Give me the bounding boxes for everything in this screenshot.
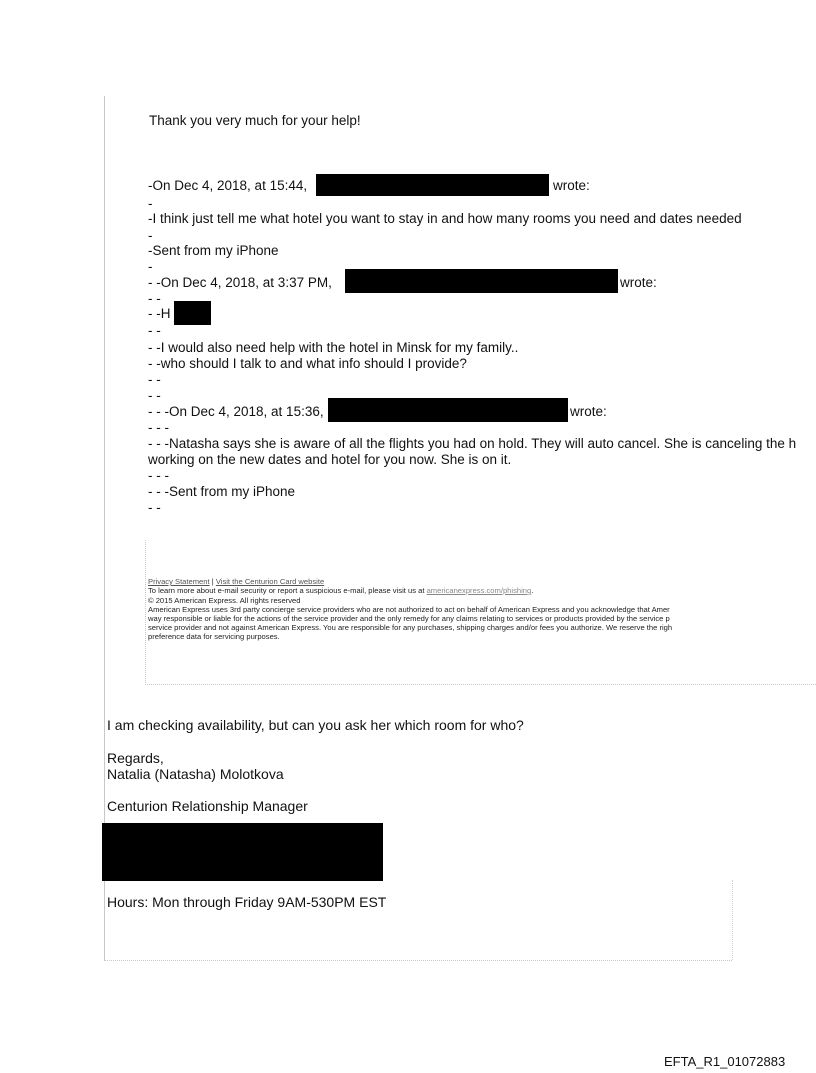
reply-regards: Regards,: [107, 750, 164, 766]
learn-more-text: To learn more about e-mail security or report a suspicious e-mail, please visit us at: [148, 586, 427, 595]
footer-disclaimer-3: service provider and not against American Express. You are responsible for any purchases, shipping charges and/or fees you authorize. We reserve the righ: [148, 623, 673, 632]
quote-dash-2: -: [148, 228, 153, 243]
signature-right-border: [732, 880, 733, 960]
quote-line-hotel: -I think just tell me what hotel you want to stay in and how many rooms you need and dates needed: [148, 211, 742, 226]
quote-line-who: - -who should I talk to and what info should I provide?: [148, 356, 467, 371]
redaction-signature-contact: [102, 823, 383, 881]
quote-header-3: - - -On Dec 4, 2018, at 15:36,: [148, 404, 324, 419]
phishing-link[interactable]: americanexpress.com/phishing: [426, 586, 532, 595]
quote-greeting: - -H: [148, 306, 171, 321]
footer-separator: |: [209, 577, 216, 586]
reply-signature-name: Natalia (Natasha) Molotkova: [107, 766, 284, 782]
quote-dash-7: - -: [148, 388, 161, 403]
quote-header-2-wrote: wrote:: [620, 275, 657, 290]
reply-signature-title: Centurion Relationship Manager: [107, 798, 308, 814]
inner-quote-border: [145, 540, 146, 685]
quote-dash-5: - -: [148, 323, 161, 338]
thanks-line: Thank you very much for your help!: [149, 113, 361, 128]
privacy-statement-link[interactable]: Privacy Statement: [148, 577, 210, 586]
quote-header-3-wrote: wrote:: [570, 404, 607, 419]
footer-disclaimer-1: American Express uses 3rd party concierge service providers who are not authorized to act on behalf of American Express and you acknowledge that Amer: [148, 605, 670, 614]
quote-line-working: working on the new dates and hotel for you now. She is on it.: [148, 452, 512, 467]
footer-disclaimer-2: way responsible or liable for the actions of the service provider and the only remedy for any claims relating to services or products provided by the service p: [148, 614, 670, 623]
quote-dash-3: -: [148, 259, 153, 274]
footer-disclaimer-4: preference data for servicing purposes.: [148, 632, 280, 641]
quote-dash-9: - - -: [148, 468, 169, 483]
inner-quote-bottom-border: [145, 684, 816, 685]
quote-header-2: - -On Dec 4, 2018, at 3:37 PM,: [148, 275, 332, 290]
quote-dash-6: - -: [148, 372, 161, 387]
quote-header-1: -On Dec 4, 2018, at 15:44,: [148, 178, 308, 193]
signature-bottom-border: [104, 960, 732, 961]
redaction-sender-3: [328, 398, 568, 422]
bates-number: EFTA_R1_01072883: [664, 1054, 786, 1069]
quote-dash-8: - - -: [148, 420, 169, 435]
redaction-greeting-name: [174, 301, 211, 325]
learn-more-period: .: [531, 586, 534, 595]
footer-learn-more: [148, 586, 533, 596]
reply-hours: Hours: Mon through Friday 9AM-530PM EST: [107, 894, 387, 910]
quote-dash-1: -: [148, 196, 153, 211]
redaction-sender-2: [345, 269, 618, 293]
quote-sent-1: -Sent from my iPhone: [148, 243, 279, 258]
quote-line-minsk: - -I would also need help with the hotel in Minsk for my family..: [148, 340, 519, 355]
redaction-sender-1: [316, 174, 549, 196]
quote-dash-10: - -: [148, 500, 161, 515]
quote-header-1-wrote: wrote:: [553, 178, 590, 193]
quote-dash-4: - -: [148, 291, 161, 306]
quote-line-natasha: - - -Natasha says she is aware of all the flights you had on hold. They will auto cancel. She is canceling the h: [148, 436, 797, 451]
quote-sent-2: - - -Sent from my iPhone: [148, 484, 296, 499]
centurion-website-link[interactable]: Visit the Centurion Card website: [215, 577, 325, 586]
reply-body: I am checking availability, but can you ask her which room for who?: [107, 717, 524, 733]
footer-copyright: © 2015 American Express. All rights reserved: [148, 596, 301, 605]
